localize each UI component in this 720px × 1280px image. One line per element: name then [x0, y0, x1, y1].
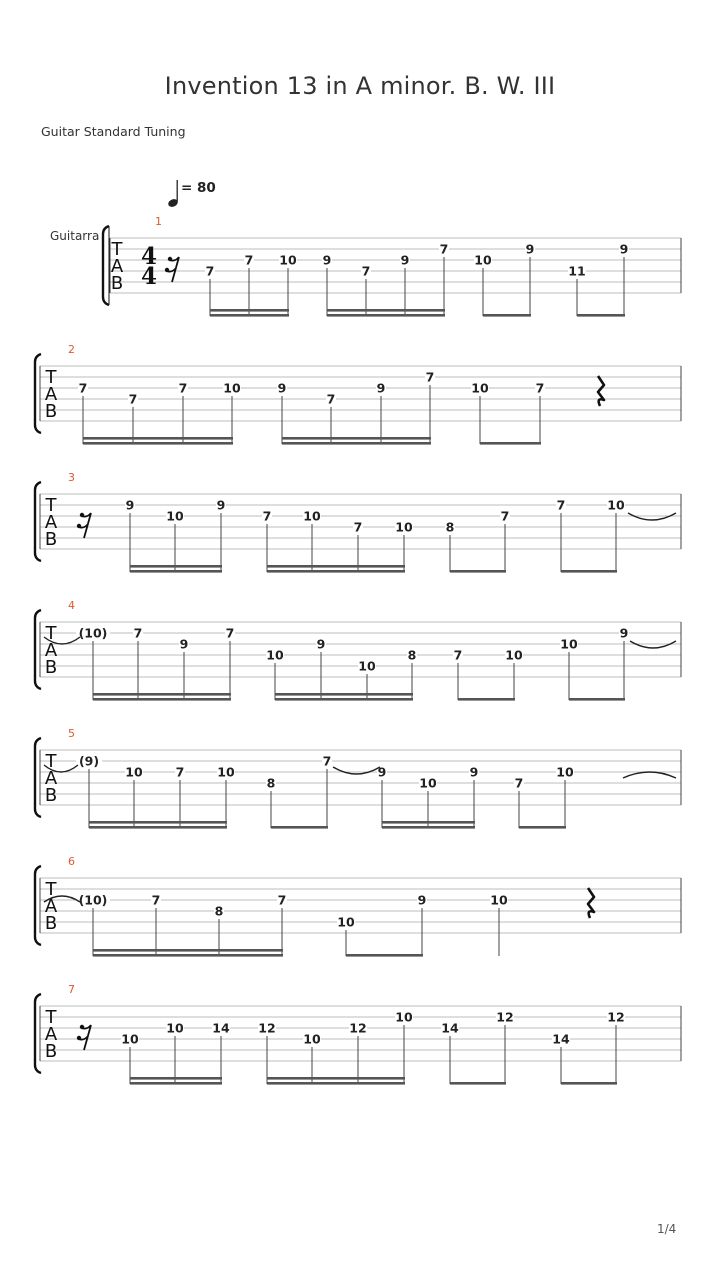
- beam: [267, 1082, 405, 1085]
- tab-system-2: [35, 343, 681, 445]
- fret-number: 8: [266, 775, 276, 791]
- tab-clef-letter: B: [44, 657, 58, 678]
- beam: [83, 442, 233, 445]
- fret-number: 9: [377, 764, 387, 780]
- measure-number: 2: [68, 343, 75, 356]
- fret-number: 7: [128, 391, 138, 407]
- tab-system-7: [35, 983, 681, 1085]
- fret-number: 7: [361, 263, 371, 279]
- beam: [483, 314, 531, 317]
- measure-number: 5: [68, 727, 75, 740]
- fret-number: 7: [133, 625, 143, 641]
- fret-number: 10: [471, 380, 489, 396]
- fret-number: 10: [279, 252, 297, 268]
- beam: [282, 437, 431, 440]
- beam: [327, 314, 445, 317]
- fret-number: 10: [490, 892, 508, 908]
- rest-dot: [77, 524, 81, 528]
- fret-number: 7: [453, 647, 463, 663]
- beam: [267, 565, 405, 568]
- fret-number: 14: [552, 1031, 570, 1047]
- rest-dot: [80, 513, 84, 517]
- fret-number: 9: [316, 636, 326, 652]
- beam: [382, 821, 475, 824]
- tab-clef-letter: T: [45, 1007, 57, 1028]
- fret-number: 7: [151, 892, 161, 908]
- fret-number: 9: [469, 764, 479, 780]
- beam: [93, 954, 283, 957]
- score-title: Invention 13 in A minor. B. W. III: [164, 72, 556, 100]
- beam: [458, 698, 515, 701]
- fret-number: 10: [474, 252, 492, 268]
- instrument-label: Guitarra: [50, 229, 100, 243]
- tab-clef-letter: T: [111, 239, 123, 260]
- beam: [577, 314, 625, 317]
- tab-clef-letter: A: [44, 896, 58, 917]
- measure-number: 3: [68, 471, 75, 484]
- fret-number: 10: [607, 497, 625, 513]
- beam: [93, 693, 231, 696]
- fret-number: 10: [337, 914, 355, 930]
- fret-number: 9: [525, 241, 535, 257]
- fret-number: 7: [326, 391, 336, 407]
- fret-number: 10: [121, 1031, 139, 1047]
- beam: [210, 309, 289, 312]
- fret-number: 7: [353, 519, 363, 535]
- rest-dot: [165, 268, 169, 272]
- fret-number: 7: [277, 892, 287, 908]
- fret-number: 10: [556, 764, 574, 780]
- tab-clef-letter: A: [44, 768, 58, 789]
- page-number: 1/4: [657, 1222, 677, 1236]
- tempo-value: = 80: [181, 180, 216, 196]
- tab-clef-letter: B: [44, 1041, 58, 1062]
- beam: [346, 954, 423, 957]
- beam: [130, 570, 222, 573]
- fret-number: 10: [217, 764, 235, 780]
- beam: [275, 698, 413, 701]
- beam: [271, 826, 328, 829]
- time-signature-bottom: 4: [140, 263, 158, 290]
- tab-clef-letter: T: [45, 367, 57, 388]
- fret-number: 10: [395, 519, 413, 535]
- fret-number: 7: [262, 508, 272, 524]
- fret-number: 9: [619, 625, 629, 641]
- fret-number: 7: [175, 764, 185, 780]
- tab-clef-letter: B: [110, 273, 124, 294]
- fret-number: 12: [607, 1009, 625, 1025]
- fret-number: 9: [417, 892, 427, 908]
- tab-clef-letter: B: [44, 401, 58, 422]
- beam: [480, 442, 541, 445]
- beam: [83, 437, 233, 440]
- tab-clef-letter: T: [45, 495, 57, 516]
- rest-dot: [80, 1025, 84, 1029]
- tab-clef-letter: T: [45, 751, 57, 772]
- fret-number: 7: [514, 775, 524, 791]
- fret-number: 12: [496, 1009, 514, 1025]
- tab-clef-letter: T: [45, 879, 57, 900]
- beam: [130, 1082, 222, 1085]
- fret-number: 10: [419, 775, 437, 791]
- tab-system-1: [103, 215, 681, 317]
- fret-number: 10: [358, 658, 376, 674]
- fret-number: 7: [535, 380, 545, 396]
- fret-number: 7: [205, 263, 215, 279]
- fret-number: 7: [556, 497, 566, 513]
- tab-system-5: [35, 727, 681, 829]
- tab-system-4: [35, 599, 681, 701]
- fret-number: (9): [78, 753, 100, 769]
- measure-number: 6: [68, 855, 75, 868]
- system-bracket: [103, 226, 109, 305]
- tab-clef-letter: A: [110, 256, 124, 277]
- measure-number: 4: [68, 599, 75, 612]
- fret-number: 10: [266, 647, 284, 663]
- tab-clef-letter: B: [44, 785, 58, 806]
- tuning-label: Guitar Standard Tuning: [41, 124, 186, 139]
- fret-number: 8: [407, 647, 417, 663]
- fret-number: 7: [225, 625, 235, 641]
- fret-number: 9: [216, 497, 226, 513]
- fret-number: 9: [619, 241, 629, 257]
- beam: [327, 309, 445, 312]
- measure-number: 7: [68, 983, 75, 996]
- fret-number: 10: [166, 508, 184, 524]
- quarter-rest-icon: [598, 376, 604, 406]
- beam: [267, 1077, 405, 1080]
- fret-number: 8: [445, 519, 455, 535]
- beam: [93, 698, 231, 701]
- tab-clef-letter: A: [44, 384, 58, 405]
- fret-number: 9: [179, 636, 189, 652]
- fret-number: 14: [212, 1020, 230, 1036]
- measure-number: 1: [155, 215, 162, 228]
- fret-number: 7: [425, 369, 435, 385]
- fret-number: 11: [568, 263, 586, 279]
- beam: [519, 826, 566, 829]
- fret-number: 7: [500, 508, 510, 524]
- tab-system-3: [35, 471, 681, 573]
- tab-clef-letter: A: [44, 1024, 58, 1045]
- fret-number: (10): [78, 892, 108, 908]
- beam: [130, 565, 222, 568]
- fret-number: 10: [303, 508, 321, 524]
- beam: [561, 1082, 617, 1085]
- beam: [569, 698, 625, 701]
- fret-number: 10: [223, 380, 241, 396]
- beam: [93, 949, 283, 952]
- fret-number: 14: [441, 1020, 459, 1036]
- beam: [382, 826, 475, 829]
- rest-dot: [77, 1036, 81, 1040]
- beam: [210, 314, 289, 317]
- fret-number: 9: [277, 380, 287, 396]
- tab-clef-letter: T: [45, 623, 57, 644]
- beam: [275, 693, 413, 696]
- fret-number: 7: [178, 380, 188, 396]
- tie-arc: [623, 772, 676, 778]
- fret-number: 9: [376, 380, 386, 396]
- beam: [561, 570, 617, 573]
- fret-number: 12: [258, 1020, 276, 1036]
- fret-number: 7: [78, 380, 88, 396]
- time-signature-top: 4: [140, 243, 158, 270]
- beam: [450, 1082, 506, 1085]
- tab-clef-letter: B: [44, 913, 58, 934]
- rest-dot: [168, 257, 172, 261]
- fret-number: 8: [214, 903, 224, 919]
- fret-number: 9: [125, 497, 135, 513]
- fret-number: 9: [400, 252, 410, 268]
- fret-number: 7: [244, 252, 254, 268]
- fret-number: 10: [303, 1031, 321, 1047]
- beam: [89, 821, 227, 824]
- tab-clef-letter: A: [44, 512, 58, 533]
- beam: [282, 442, 431, 445]
- fret-number: 10: [166, 1020, 184, 1036]
- fret-number: 7: [322, 753, 332, 769]
- fret-number: 10: [560, 636, 578, 652]
- beam: [130, 1077, 222, 1080]
- fret-number: (10): [78, 625, 108, 641]
- fret-number: 10: [125, 764, 143, 780]
- beam: [267, 570, 405, 573]
- fret-number: 10: [395, 1009, 413, 1025]
- tab-clef-letter: A: [44, 640, 58, 661]
- fret-number: 7: [439, 241, 449, 257]
- quarter-rest-icon: [588, 888, 594, 918]
- fret-number: 9: [322, 252, 332, 268]
- tab-system-6: [35, 855, 681, 957]
- fret-number: 10: [505, 647, 523, 663]
- tie-arc: [333, 767, 380, 774]
- fret-number: 12: [349, 1020, 367, 1036]
- beam: [450, 570, 506, 573]
- beam: [89, 826, 227, 829]
- tab-clef-letter: B: [44, 529, 58, 550]
